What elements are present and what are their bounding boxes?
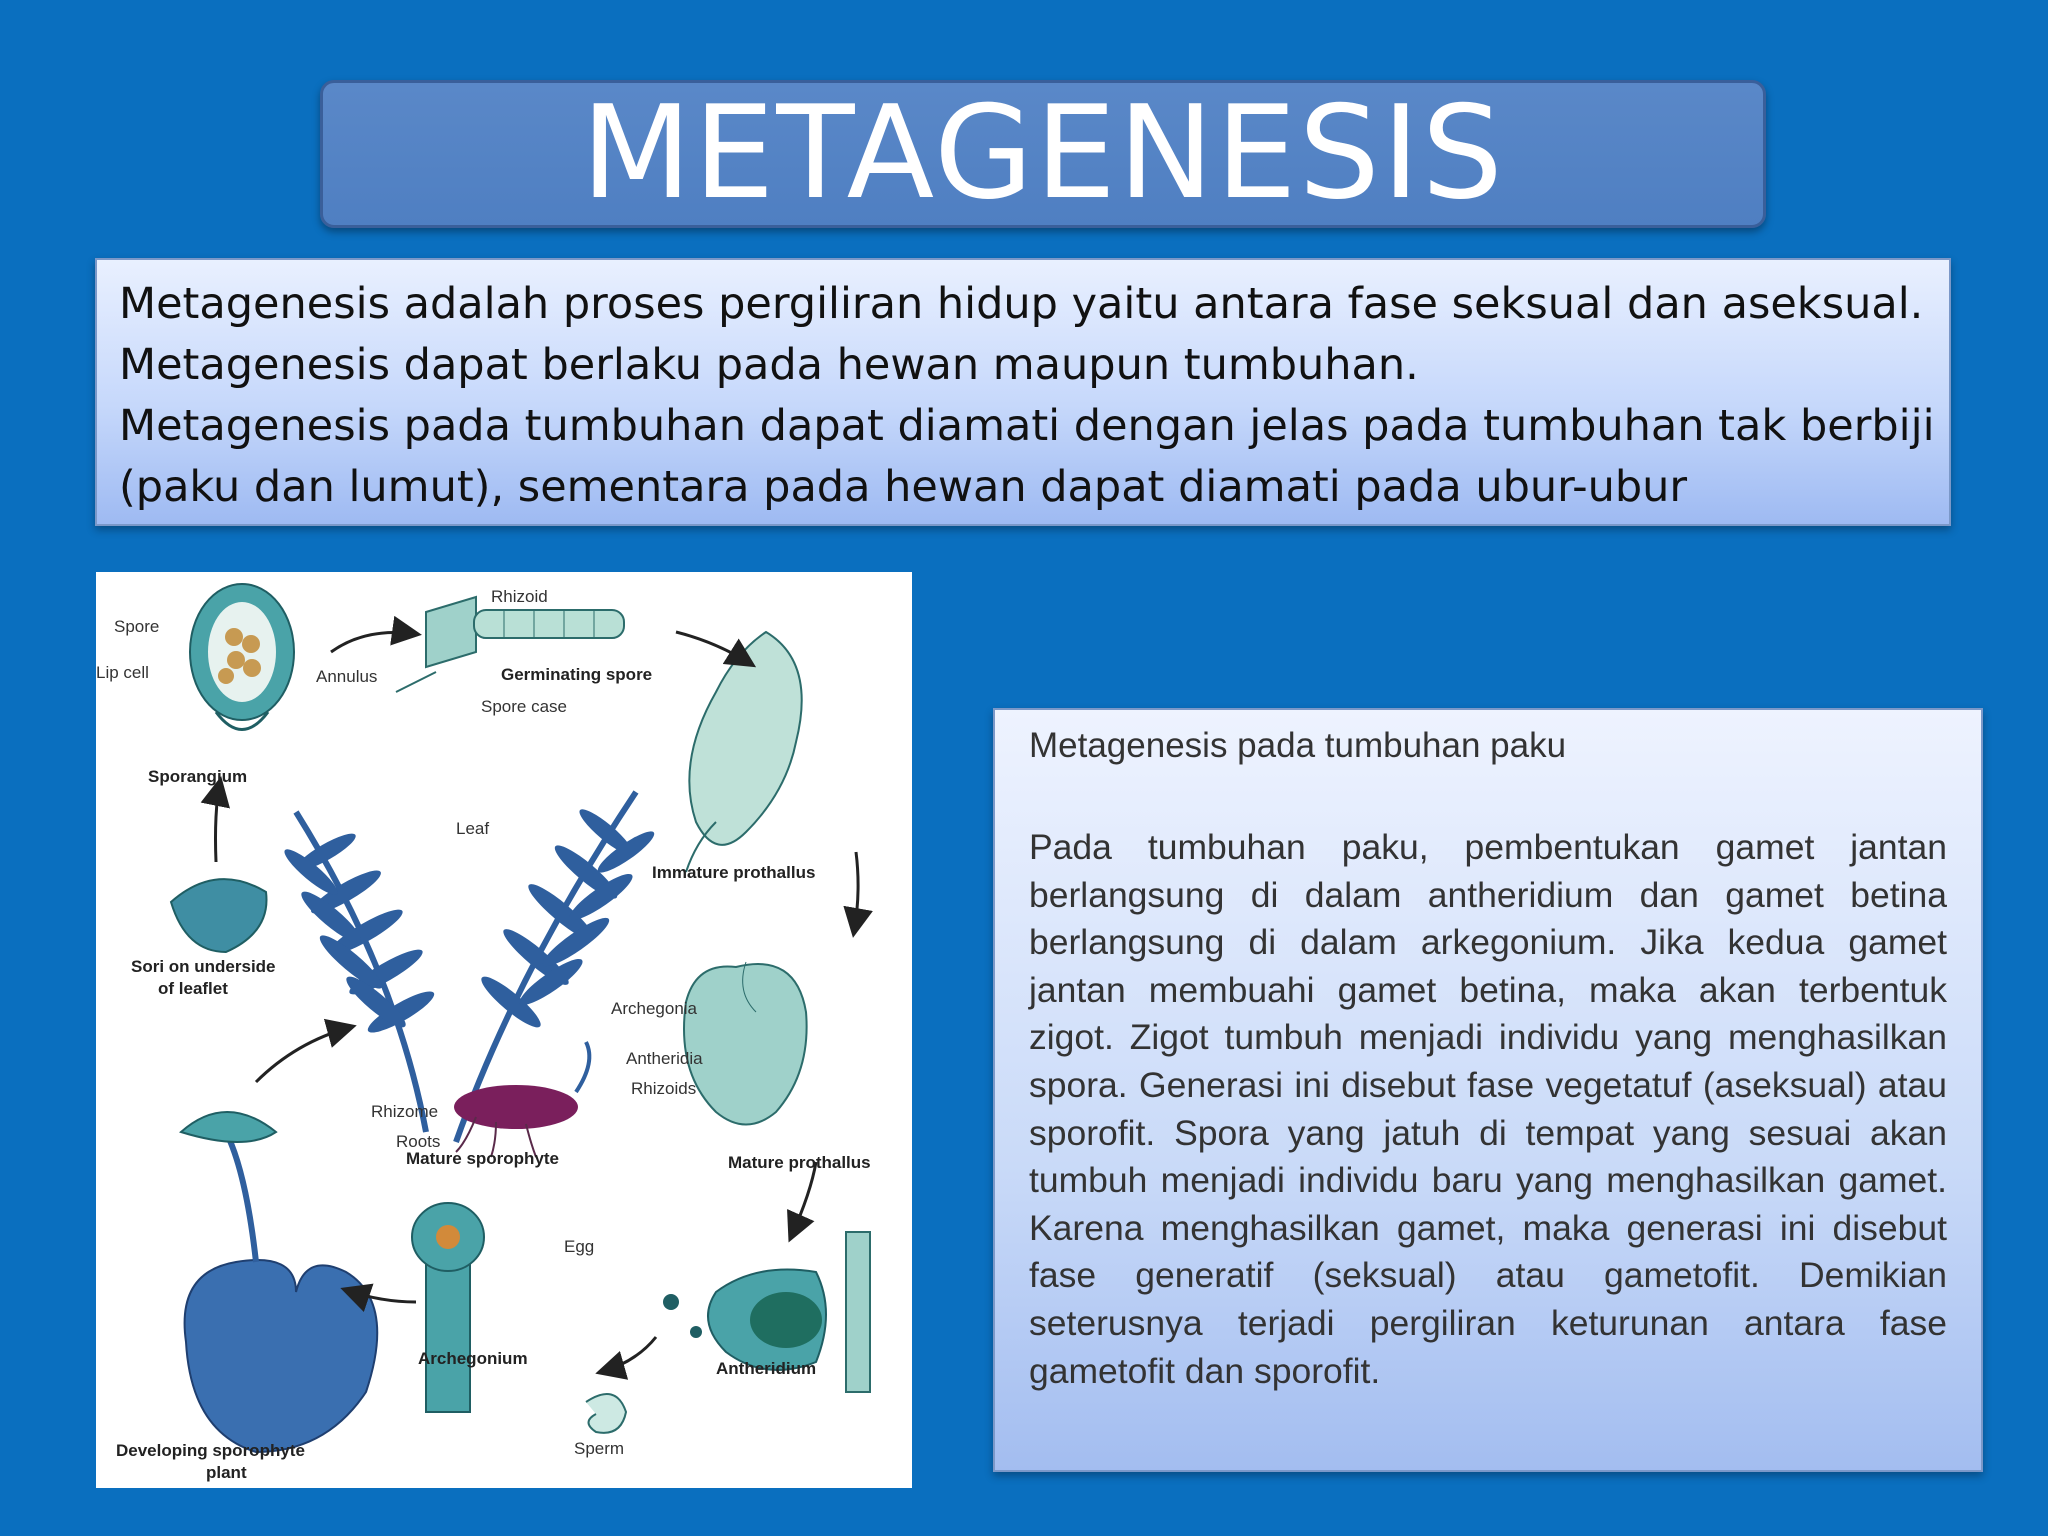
mature-prothallus-drawing <box>684 962 807 1125</box>
label-roots: Roots <box>396 1132 441 1151</box>
intro-line: Metagenesis adalah proses pergiliran hidup yaitu antara fase seksual dan aseksual. <box>119 279 1924 329</box>
label-rhizoid: Rhizoid <box>491 587 548 606</box>
title-box <box>320 80 1766 228</box>
label-egg: Egg <box>564 1237 595 1256</box>
slide-title: METAGENESIS <box>581 79 1505 228</box>
developing-sporophyte-drawing <box>181 1112 377 1452</box>
diagram-svg <box>96 572 912 1488</box>
label-antheridia: Antheridia <box>626 1049 703 1068</box>
sori-leaflet-drawing <box>171 879 267 952</box>
label-lip-cell: Lip cell <box>96 663 149 682</box>
archegonium-drawing <box>412 1203 484 1412</box>
label-spore: Spore <box>114 617 160 636</box>
fern-drawing <box>280 792 659 1157</box>
label-archegonium: Archegonium <box>418 1349 528 1368</box>
intro-line: Metagenesis pada tumbuhan dapat diamati dengan jelas pada tumbuhan tak berbiji <box>119 401 1935 451</box>
label-annulus: Annulus <box>316 667 378 686</box>
label-spore-case: Spore case <box>481 697 567 716</box>
label-antheridium: Antheridium <box>716 1359 817 1378</box>
description-heading: Metagenesis pada tumbuhan paku <box>1029 726 1567 765</box>
label-developing-sporophyte-2: plant <box>206 1463 247 1482</box>
label-developing-sporophyte: Developing sporophyte <box>116 1441 305 1460</box>
description-body: Pada tumbuhan paku, pembentukan gamet jantan berlangsung di dalam antheridium dan gamet betina berlangsung di dalam arkegonium. Jika kedua gamet jantan membuahi gamet betina, maka akan terbentuk zigot. Zigot tumbuh menjadi individu yang menghasilkan spora. Generasi ini disebut fase vegetatuf (aseksual) atau sporofit. Spora yang jatuh di tempat yang sesuai akan tumbuh menjadi individu baru yang menghasilkan gamet. Karena menghasilkan gamet, maka generasi ini disebut fase generatif (seksual) atau gametofit. Demikian seterusnya terjadi pergiliran keturunan antara fase gametofit dan sporofit. <box>1029 827 1947 1391</box>
description-box <box>993 708 1983 1472</box>
label-leaf: Leaf <box>456 819 490 838</box>
intro-line: Metagenesis dapat berlaku pada hewan maupun tumbuhan. <box>119 340 1419 390</box>
label-sori-2: of leaflet <box>158 979 228 998</box>
fern-life-cycle-diagram <box>96 572 912 1488</box>
immature-prothallus-drawing <box>686 632 802 872</box>
label-rhizoids: Rhizoids <box>631 1079 697 1098</box>
label-germinating-spore: Germinating spore <box>501 665 653 684</box>
label-immature-prothallus: Immature prothallus <box>652 863 816 882</box>
sperm-drawing <box>586 1394 626 1433</box>
intro-box <box>95 258 1951 526</box>
label-sperm: Sperm <box>574 1439 625 1458</box>
label-mature-sporophyte: Mature sporophyte <box>406 1149 560 1168</box>
intro-line: (paku dan lumut), sementara pada hewan dapat diamati pada ubur-ubur <box>119 462 1688 512</box>
label-sporangium: Sporangium <box>148 767 248 786</box>
label-rhizome: Rhizome <box>371 1102 439 1121</box>
label-sori: Sori on underside <box>131 957 276 976</box>
label-mature-prothallus: Mature prothallus <box>728 1153 871 1172</box>
sporangium-drawing <box>190 584 294 730</box>
label-archegonia: Archegonia <box>611 999 698 1018</box>
